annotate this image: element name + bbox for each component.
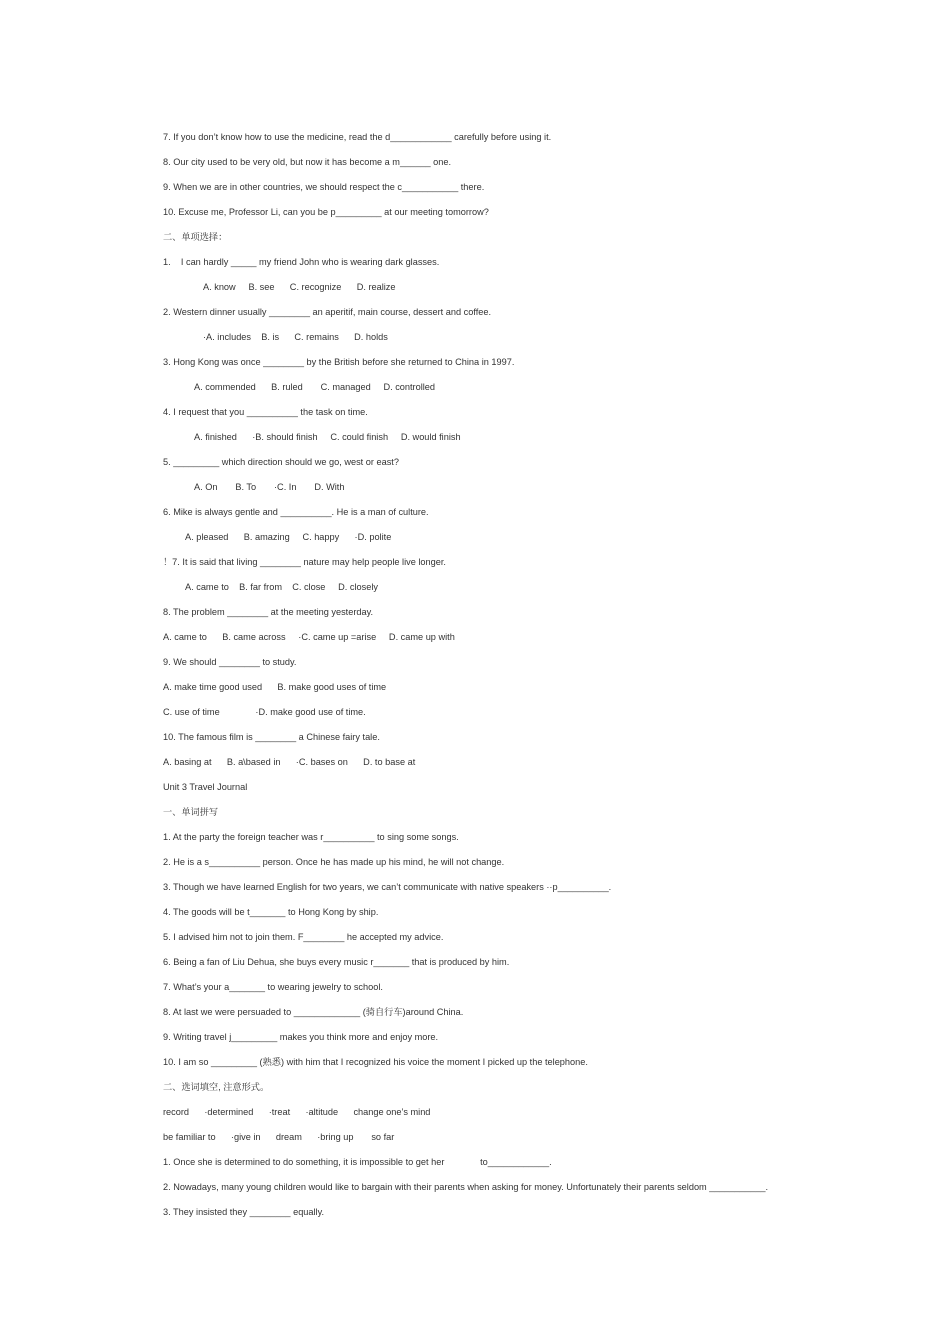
mc-question-4: 4. I request that you __________ the task on time. xyxy=(163,407,368,417)
word-bank-row-1: record ·determined ·treat ·altitude change one’s mind xyxy=(163,1107,431,1117)
spelling-item-2: 2. He is a s__________ person. Once he has made up his mind, he will not change. xyxy=(163,857,505,867)
spelling-item-5: 5. I advised him not to join them. F________ he accepted my advice. xyxy=(163,932,444,942)
fill-item-9: 9. When we are in other countries, we should respect the c___________ there. xyxy=(163,182,485,192)
section-heading-word-choice: 二、选词填空, 注意形式。 xyxy=(163,1082,270,1092)
unit-title: Unit 3 Travel Journal xyxy=(163,782,248,792)
mc-options-1: A. know B. see C. recognize D. realize xyxy=(203,282,396,292)
word-choice-item-1: 1. Once she is determined to do something, it is impossible to get her to____________. xyxy=(163,1157,552,1167)
mc-options-10: A. basing at B. a\based in ·C. bases on D. to base at xyxy=(163,757,416,767)
mc-options-4: A. finished ·B. should finish C. could finish D. would finish xyxy=(194,432,461,442)
mc-options-5: A. On B. To ·C. In D. With xyxy=(194,482,345,492)
fill-item-10: 10. Excuse me, Professor Li, can you be p_________ at our meeting tomorrow? xyxy=(163,207,489,217)
word-bank-row-2: be familiar to ·give in dream ·bring up so far xyxy=(163,1132,395,1142)
mc-question-3: 3. Hong Kong was once ________ by the British before she returned to China in 1997. xyxy=(163,357,515,367)
mc-question-5: 5. _________ which direction should we go, west or east? xyxy=(163,457,399,467)
spelling-item-7: 7. What’s your a_______ to wearing jewelry to school. xyxy=(163,982,383,992)
mc-options-2: ·A. includes B. is C. remains D. holds xyxy=(203,332,388,342)
mc-question-10: 10. The famous film is ________ a Chinese fairy tale. xyxy=(163,732,380,742)
spelling-item-3: 3. Though we have learned English for two years, we can’t communicate with native speakers ··p__________. xyxy=(163,882,612,892)
section-heading-multiple-choice: 二、单项选择： xyxy=(163,232,228,242)
mc-question-8: 8. The problem ________ at the meeting yesterday. xyxy=(163,607,374,617)
mc-question-6: 6. Mike is always gentle and __________. He is a man of culture. xyxy=(163,507,429,517)
mc-options-8: A. came to B. came across ·C. came up =arise D. came up with xyxy=(163,632,455,642)
mc-options-7: A. came to B. far from C. close D. closely xyxy=(185,582,378,592)
fill-item-8: 8. Our city used to be very old, but now it has become a m______ one. xyxy=(163,157,452,167)
mc-question-2: 2. Western dinner usually ________ an aperitif, main course, dessert and coffee. xyxy=(163,307,492,317)
spelling-item-6: 6. Being a fan of Liu Dehua, she buys every music r_______ that is produced by him. xyxy=(163,957,510,967)
word-choice-item-2: 2. Nowadays, many young children would like to bargain with their parents when asking for money. Unfortunately their parents seldom ___________. xyxy=(163,1182,769,1192)
mc-question-1: 1. I can hardly _____ my friend John who is wearing dark glasses. xyxy=(163,257,440,267)
spelling-item-8: 8. At last we were persuaded to _____________ (骑自行车)around China. xyxy=(163,1007,464,1017)
spelling-item-4: 4. The goods will be t_______ to Hong Kong by ship. xyxy=(163,907,379,917)
mc-question-9: 9. We should ________ to study. xyxy=(163,657,297,667)
spelling-item-9: 9. Writing travel j_________ makes you think more and enjoy more. xyxy=(163,1032,439,1042)
word-choice-item-3: 3. They insisted they ________ equally. xyxy=(163,1207,325,1217)
mc-options-9-cd: C. use of time ·D. make good use of time. xyxy=(163,707,366,717)
spelling-item-10: 10. I am so _________ (熟悉) with him that I recognized his voice the moment I picked up the telephone. xyxy=(163,1057,588,1067)
mc-options-6: A. pleased B. amazing C. happy ·D. polite xyxy=(185,532,392,542)
mc-question-7: ！7. It is said that living ________ nature may help people live longer. xyxy=(163,557,446,567)
mc-options-3: A. commended B. ruled C. managed D. controlled xyxy=(194,382,436,392)
fill-item-7: 7. If you don’t know how to use the medicine, read the d____________ carefully before using it. xyxy=(163,132,552,142)
spelling-item-1: 1. At the party the foreign teacher was r__________ to sing some songs. xyxy=(163,832,459,842)
section-heading-spelling: 一、单词拼写 xyxy=(163,807,219,817)
mc-options-9-ab: A. make time good used B. make good uses of time xyxy=(163,682,387,692)
